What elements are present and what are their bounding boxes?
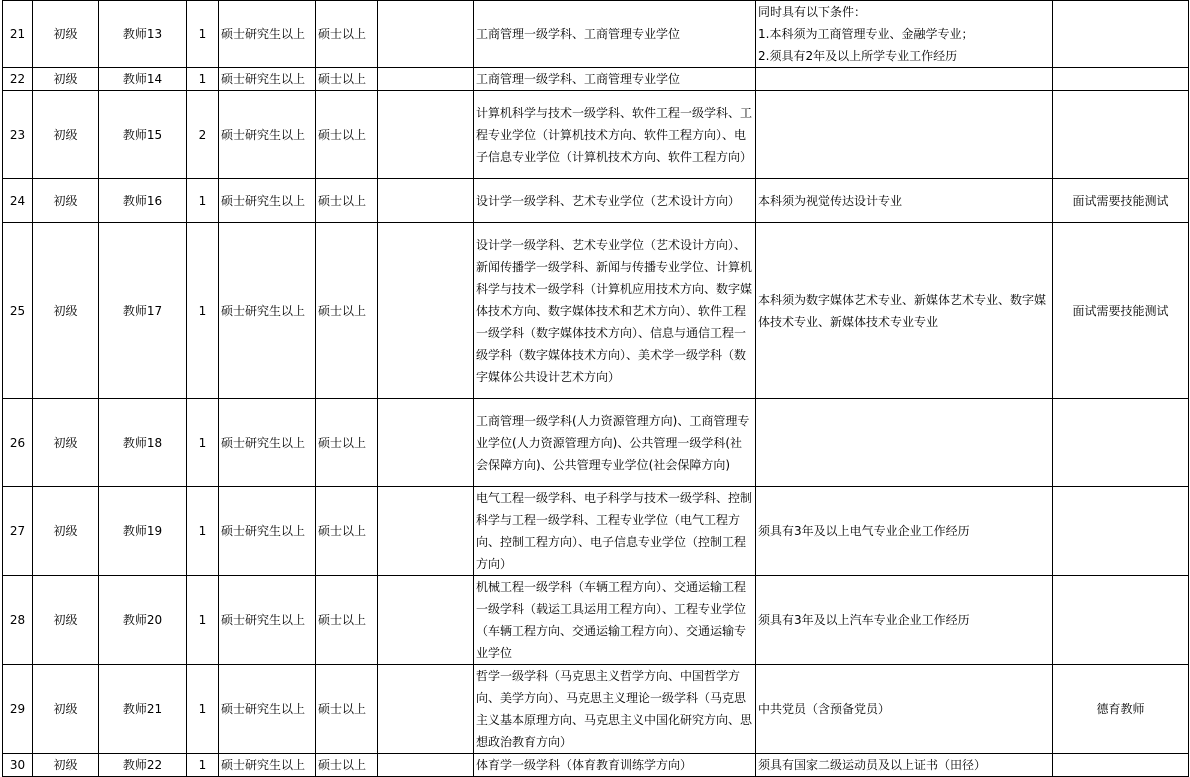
- note-cell: [1053, 754, 1189, 777]
- note-cell: [1053, 576, 1189, 665]
- note-cell: [1053, 487, 1189, 576]
- position-name-cell: 教师21: [99, 665, 187, 754]
- empty-cell: [378, 223, 474, 399]
- education-cell: 硕士研究生以上: [219, 179, 316, 223]
- condition-cell: [756, 399, 1053, 487]
- row-number: 21: [3, 1, 33, 68]
- row-number: 28: [3, 576, 33, 665]
- degree-cell: 硕士以上: [316, 665, 378, 754]
- note-cell: [1053, 68, 1189, 91]
- major-cell: 计算机科学与技术一级学科、软件工程一级学科、工程专业学位（计算机技术方向、软件工程方向）、电子信息专业学位（计算机技术方向、软件工程方向）: [474, 91, 756, 179]
- major-cell: 哲学一级学科（马克思主义哲学方向、中国哲学方向、美学方向）、马克思主义理论一级学科（马克思主义基本原理方向、马克思主义中国化研究方向、思想政治教育方向）: [474, 665, 756, 754]
- degree-cell: 硕士以上: [316, 223, 378, 399]
- position-name-cell: 教师18: [99, 399, 187, 487]
- major-cell: 机械工程一级学科（车辆工程方向）、交通运输工程一级学科（载运工具运用工程方向）、工程专业学位（车辆工程方向、交通运输工程方向）、交通运输专业学位: [474, 576, 756, 665]
- position-name-cell: 教师20: [99, 576, 187, 665]
- table-row: [3, 179, 1189, 223]
- condition-cell: 同时具有以下条件： 1.本科须为工商管理专业、金融学专业； 2.须具有2年及以上所学专业工作经历: [756, 1, 1053, 68]
- education-cell: 硕士研究生以上: [219, 399, 316, 487]
- level-cell: 初级: [33, 179, 99, 223]
- condition-cell: [756, 68, 1053, 91]
- row-number: 22: [3, 68, 33, 91]
- degree-cell: 硕士以上: [316, 91, 378, 179]
- education-cell: 硕士研究生以上: [219, 576, 316, 665]
- table-row: [3, 223, 1189, 399]
- level-cell: 初级: [33, 91, 99, 179]
- row-number: 23: [3, 91, 33, 179]
- note-cell: [1053, 399, 1189, 487]
- major-cell: 设计学一级学科、艺术专业学位（艺术设计方向）、新闻传播学一级学科、新闻与传播专业学位、计算机科学与技术一级学科（计算机应用技术方向、数字媒体技术方向、数字媒体技术和艺术方向）、软件工程一级学科（数字媒体技术方向）、信息与通信工程一级学科（数字媒体技术方向）、美术学一级学科（数字媒体公共设计艺术方向）: [474, 223, 756, 399]
- empty-cell: [378, 665, 474, 754]
- education-cell: 硕士研究生以上: [219, 91, 316, 179]
- empty-cell: [378, 1, 474, 68]
- headcount-cell: 1: [187, 223, 219, 399]
- row-number: 26: [3, 399, 33, 487]
- condition-cell: 须具有国家二级运动员及以上证书（田径）: [756, 754, 1053, 777]
- position-name-cell: 教师14: [99, 68, 187, 91]
- education-cell: 硕士研究生以上: [219, 754, 316, 777]
- degree-cell: 硕士以上: [316, 179, 378, 223]
- level-cell: 初级: [33, 399, 99, 487]
- level-cell: 初级: [33, 487, 99, 576]
- condition-cell: 本科须为数字媒体艺术专业、新媒体艺术专业、数字媒体技术专业、新媒体技术专业专业: [756, 223, 1053, 399]
- level-cell: 初级: [33, 665, 99, 754]
- position-name-cell: 教师19: [99, 487, 187, 576]
- degree-cell: 硕士以上: [316, 754, 378, 777]
- empty-cell: [378, 399, 474, 487]
- empty-cell: [378, 68, 474, 91]
- empty-cell: [378, 91, 474, 179]
- condition-cell: 本科须为视觉传达设计专业: [756, 179, 1053, 223]
- headcount-cell: 1: [187, 399, 219, 487]
- note-cell: 面试需要技能测试: [1053, 223, 1189, 399]
- degree-cell: 硕士以上: [316, 399, 378, 487]
- level-cell: 初级: [33, 576, 99, 665]
- major-cell: 工商管理一级学科(人力资源管理方向)、工商管理专业学位(人力资源管理方向)、公共管理一级学科(社会保障方向)、公共管理专业学位(社会保障方向): [474, 399, 756, 487]
- degree-cell: 硕士以上: [316, 487, 378, 576]
- education-cell: 硕士研究生以上: [219, 68, 316, 91]
- condition-cell: 须具有3年及以上电气专业企业工作经历: [756, 487, 1053, 576]
- position-name-cell: 教师15: [99, 91, 187, 179]
- degree-cell: 硕士以上: [316, 68, 378, 91]
- headcount-cell: 1: [187, 754, 219, 777]
- education-cell: 硕士研究生以上: [219, 223, 316, 399]
- education-cell: 硕士研究生以上: [219, 487, 316, 576]
- table-row: [3, 665, 1189, 754]
- empty-cell: [378, 487, 474, 576]
- headcount-cell: 1: [187, 487, 219, 576]
- major-cell: 设计学一级学科、艺术专业学位（艺术设计方向）: [474, 179, 756, 223]
- level-cell: 初级: [33, 223, 99, 399]
- level-cell: 初级: [33, 68, 99, 91]
- education-cell: 硕士研究生以上: [219, 665, 316, 754]
- condition-cell: [756, 91, 1053, 179]
- degree-cell: 硕士以上: [316, 576, 378, 665]
- table-row: [3, 68, 1189, 91]
- level-cell: 初级: [33, 754, 99, 777]
- table-row: [3, 487, 1189, 576]
- row-number: 29: [3, 665, 33, 754]
- row-number: 30: [3, 754, 33, 777]
- position-name-cell: 教师16: [99, 179, 187, 223]
- empty-cell: [378, 754, 474, 777]
- major-cell: 电气工程一级学科、电子科学与技术一级学科、控制科学与工程一级学科、工程专业学位（电气工程方向、控制工程方向）、电子信息专业学位（控制工程方向）: [474, 487, 756, 576]
- headcount-cell: 1: [187, 1, 219, 68]
- position-name-cell: 教师17: [99, 223, 187, 399]
- row-number: 25: [3, 223, 33, 399]
- condition-cell: 中共党员（含预备党员）: [756, 665, 1053, 754]
- headcount-cell: 1: [187, 576, 219, 665]
- table-row: [3, 754, 1189, 777]
- headcount-cell: 1: [187, 665, 219, 754]
- education-cell: 硕士研究生以上: [219, 1, 316, 68]
- note-cell: 面试需要技能测试: [1053, 179, 1189, 223]
- table-row: [3, 91, 1189, 179]
- table-row: [3, 1, 1189, 68]
- row-number: 24: [3, 179, 33, 223]
- row-number: 27: [3, 487, 33, 576]
- condition-cell: 须具有3年及以上汽车专业企业工作经历: [756, 576, 1053, 665]
- headcount-cell: 1: [187, 179, 219, 223]
- note-cell: [1053, 1, 1189, 68]
- level-cell: 初级: [33, 1, 99, 68]
- major-cell: 工商管理一级学科、工商管理专业学位: [474, 1, 756, 68]
- note-cell: 德育教师: [1053, 665, 1189, 754]
- empty-cell: [378, 576, 474, 665]
- position-name-cell: 教师13: [99, 1, 187, 68]
- headcount-cell: 1: [187, 68, 219, 91]
- position-name-cell: 教师22: [99, 754, 187, 777]
- note-cell: [1053, 91, 1189, 179]
- degree-cell: 硕士以上: [316, 1, 378, 68]
- headcount-cell: 2: [187, 91, 219, 179]
- table-row: [3, 576, 1189, 665]
- major-cell: 工商管理一级学科、工商管理专业学位: [474, 68, 756, 91]
- recruitment-table: [2, 0, 1189, 777]
- empty-cell: [378, 179, 474, 223]
- table-row: [3, 399, 1189, 487]
- major-cell: 体育学一级学科（体育教育训练学方向）: [474, 754, 756, 777]
